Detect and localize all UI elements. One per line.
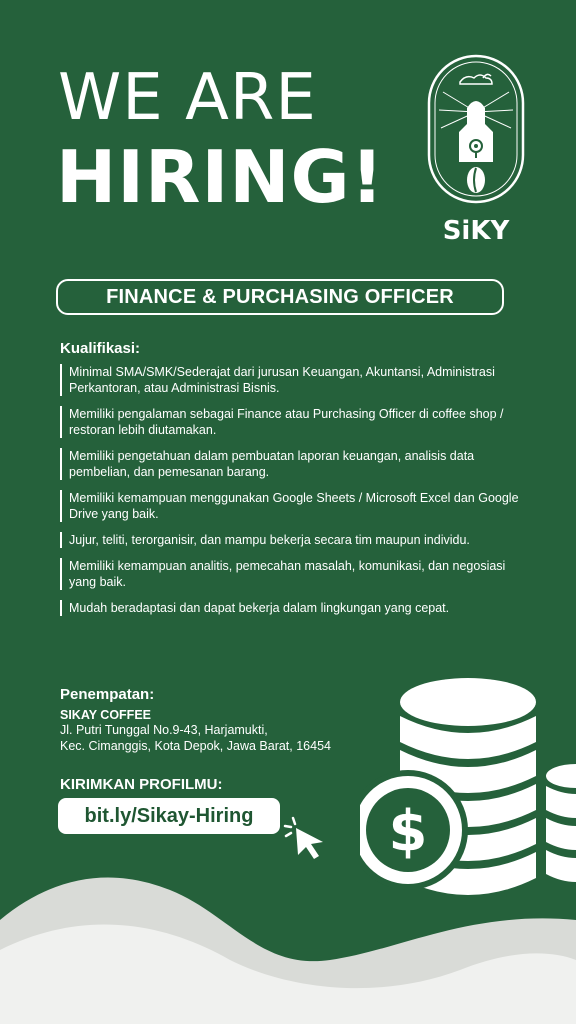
qualifications-list bbox=[60, 364, 535, 626]
qualification-item: Memiliki kemampuan analitis, pemecahan masalah, komunikasi, dan negosiasi yang baik. bbox=[60, 558, 535, 590]
qualification-item: Memiliki pengalaman sebagai Finance atau Purchasing Officer di coffee shop / restoran lebih diutamakan. bbox=[60, 406, 535, 438]
qualifications-title: Kualifikasi: bbox=[60, 340, 141, 357]
address-line-2: Kec. Cimanggis, Kota Depok, Jawa Barat, 16454 bbox=[60, 739, 331, 753]
placement-address bbox=[60, 722, 331, 754]
address-line-1: Jl. Putri Tunggal No.9-43, Harjamukti, bbox=[60, 723, 268, 737]
logo-brand-text: SiKY bbox=[442, 216, 510, 246]
position-title: FINANCE & PURCHASING OFFICER bbox=[56, 279, 504, 315]
cta-title: KIRIMKAN PROFILMU: bbox=[60, 776, 223, 793]
placement-company: SIKAY COFFEE bbox=[60, 708, 151, 722]
svg-text:$: $ bbox=[388, 799, 428, 864]
qualification-item: Jujur, teliti, terorganisir, dan mampu bekerja secara tim maupun individu. bbox=[60, 532, 535, 548]
qualification-item: Mudah beradaptasi dan dapat bekerja dalam lingkungan yang cepat. bbox=[60, 600, 535, 616]
hiring-link-button[interactable]: bit.ly/Sikay-Hiring bbox=[58, 798, 280, 834]
headline-hiring: HIRING! bbox=[56, 135, 385, 219]
wave-decoration bbox=[0, 850, 576, 1024]
qualification-item: Memiliki pengetahuan dalam pembuatan laporan keuangan, analisis data pembelian, dan pemesanan barang. bbox=[60, 448, 535, 480]
coffee-shop-logo-icon bbox=[425, 52, 527, 256]
headline-we-are: WE ARE bbox=[58, 61, 317, 135]
qualification-item: Memiliki kemampuan menggunakan Google Sheets / Microsoft Excel dan Google Drive yang baik. bbox=[60, 490, 535, 522]
qualification-item: Minimal SMA/SMK/Sederajat dari jurusan Keuangan, Akuntansi, Administrasi Perkantoran, atau Administrasi Bisnis. bbox=[60, 364, 535, 396]
placement-title: Penempatan: bbox=[60, 686, 155, 703]
